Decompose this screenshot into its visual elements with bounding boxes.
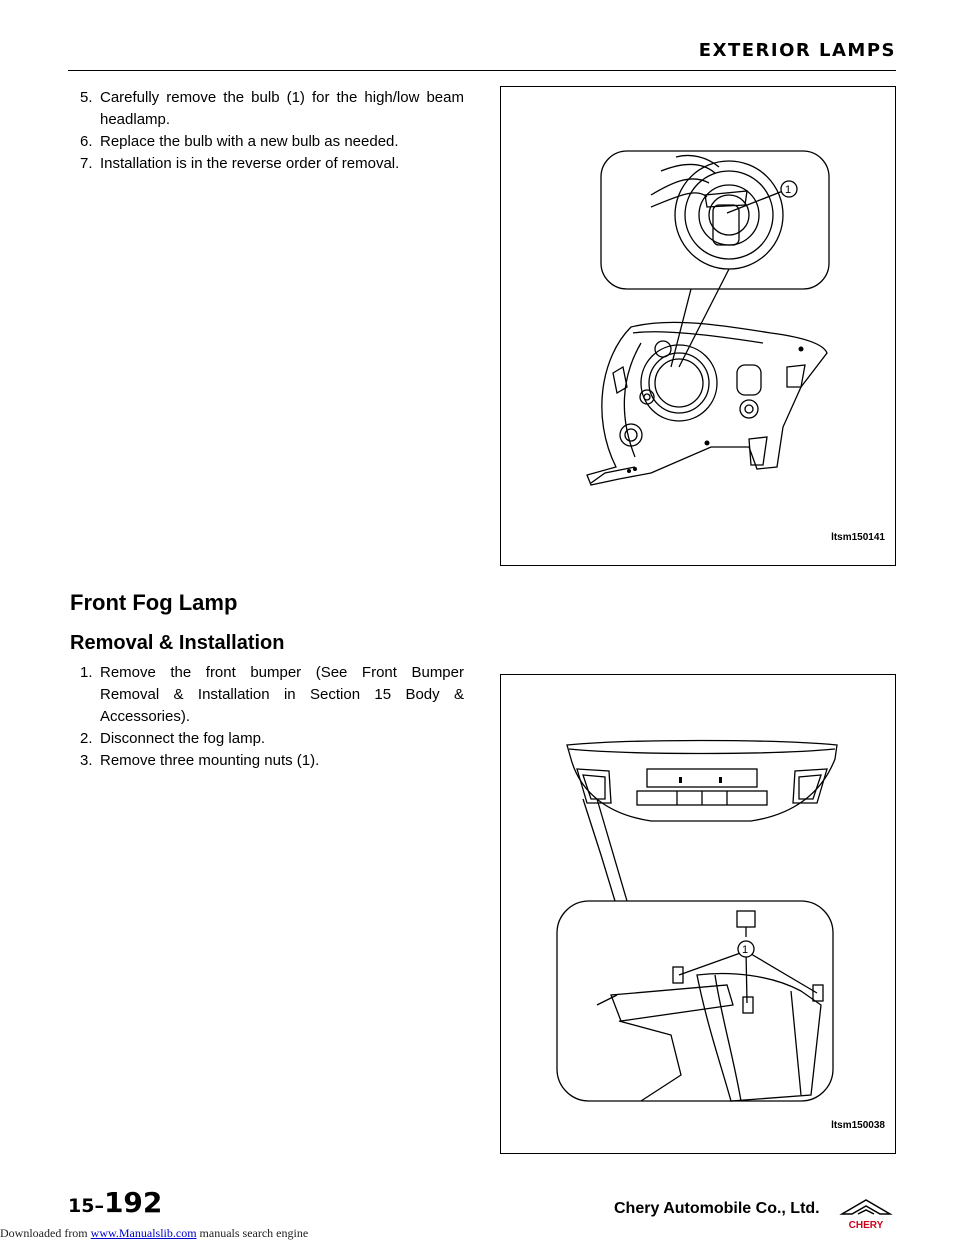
- step-number: 5.: [80, 89, 93, 106]
- figure-id: ltsm150038: [831, 1120, 885, 1131]
- section-number: 15–: [68, 1195, 104, 1217]
- manualslib-link[interactable]: www.Manualslib.com: [90, 1226, 197, 1240]
- step-number: 2.: [80, 730, 93, 747]
- callout-label: 1: [785, 184, 792, 196]
- logo-text: CHERY: [848, 1220, 884, 1231]
- chery-logo-icon: [836, 1196, 896, 1232]
- list-item: [72, 662, 464, 728]
- section-title: Front Fog Lamp: [70, 590, 238, 615]
- fog-lamp-steps-list: [72, 662, 464, 772]
- headlamp-illustration: [501, 87, 895, 565]
- step-text: Remove the front bumper (See Front Bumper Removal & Installation in Section 15 Body & Accessories).: [100, 664, 464, 725]
- step-number: 6.: [80, 133, 93, 150]
- chery-logo: [836, 1196, 896, 1237]
- watermark-suffix: manuals search engine: [196, 1226, 309, 1240]
- step-text: Installation is in the reverse order of removal.: [100, 155, 400, 172]
- list-item: [72, 131, 464, 153]
- list-item: [72, 750, 464, 772]
- subsection-title: Removal & Installation: [70, 632, 285, 654]
- page-header-title: EXTERIOR LAMPS: [698, 40, 896, 61]
- step-number: 1.: [80, 664, 93, 681]
- fog-lamp-illustration: [501, 675, 895, 1153]
- list-item: [72, 87, 464, 131]
- step-text: Remove three mounting nuts (1).: [100, 752, 320, 769]
- page-number-value: 192: [103, 1186, 163, 1219]
- download-watermark: [0, 1226, 308, 1241]
- step-number: 3.: [80, 752, 93, 769]
- list-item: [72, 728, 464, 750]
- step-text: Replace the bulb with a new bulb as needed.: [100, 133, 399, 150]
- fog-lamp-figure: [500, 674, 896, 1154]
- page-header: [68, 40, 896, 71]
- headlamp-steps-list: [72, 87, 464, 175]
- step-number: 7.: [80, 155, 93, 172]
- company-name: Chery Automobile Co., Ltd.: [614, 1200, 820, 1217]
- watermark-prefix: Downloaded from: [0, 1226, 91, 1240]
- callout-label: 1: [742, 944, 749, 956]
- step-text: Disconnect the fog lamp.: [100, 730, 266, 747]
- list-item: [72, 153, 464, 175]
- page-number: [68, 1186, 162, 1219]
- figure-id: ltsm150141: [831, 532, 885, 543]
- headlamp-bulb-figure: [500, 86, 896, 566]
- step-text: Carefully remove the bulb (1) for the high/low beam headlamp.: [100, 89, 464, 128]
